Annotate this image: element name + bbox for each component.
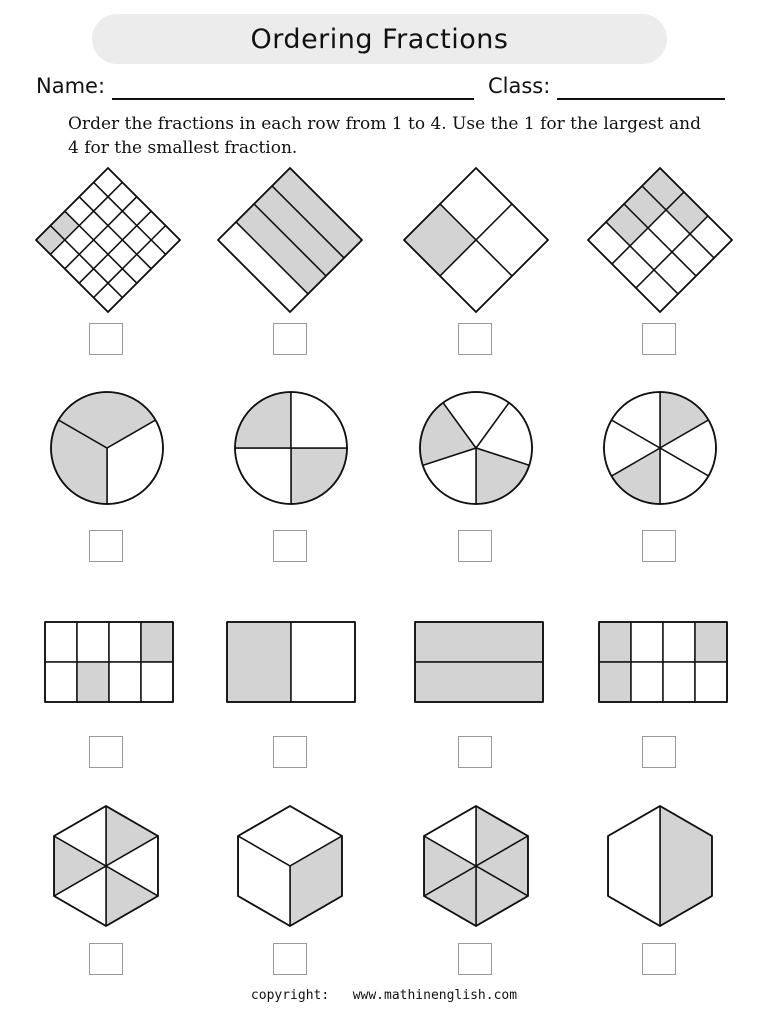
name-label: Name: — [36, 74, 106, 98]
footer — [0, 988, 768, 1003]
answer-box-row3-col1[interactable] — [89, 736, 123, 768]
answer-box-row4-col2[interactable] — [273, 943, 307, 975]
rect-eighths-cell — [141, 662, 173, 702]
answer-box-row2-col4[interactable] — [642, 530, 676, 562]
rect-halves-v-cell — [291, 622, 355, 702]
answer-box-row1-col3[interactable] — [458, 323, 492, 355]
rect-eighths-cell — [141, 622, 173, 662]
answer-box-row4-col3[interactable] — [458, 943, 492, 975]
rect-eighths-b-cell — [695, 622, 727, 662]
answer-box-row4-col4[interactable] — [642, 943, 676, 975]
answer-box-row2-col1[interactable] — [89, 530, 123, 562]
rect-eighths-b-cell — [631, 662, 663, 702]
website-url: www.mathinenglish.com — [352, 988, 518, 1003]
hexagon-halves-half — [608, 806, 660, 926]
rect-halves-h-cell — [415, 622, 543, 662]
answer-box-row3-col3[interactable] — [458, 736, 492, 768]
answer-box-row4-col1[interactable] — [89, 943, 123, 975]
rect-eighths-b-cell — [663, 622, 695, 662]
rect-eighths-b-cell — [631, 622, 663, 662]
rect-eighths-b-cell — [663, 662, 695, 702]
answer-box-row1-col1[interactable] — [89, 323, 123, 355]
answer-box-row3-col4[interactable] — [642, 736, 676, 768]
rect-eighths-b-cell — [599, 662, 631, 702]
rect-eighths-b-cell — [695, 662, 727, 702]
hexagon-halves-half — [660, 806, 712, 926]
instructions-text: Order the fractions in each row from 1 to 4. Use the 1 for the largest and 4 for the smallest fraction. — [68, 114, 701, 158]
answer-box-row2-col3[interactable] — [458, 530, 492, 562]
answer-box-row1-col4[interactable] — [642, 323, 676, 355]
page-title: Ordering Fractions — [250, 23, 509, 55]
rect-eighths-cell — [77, 662, 109, 702]
rect-eighths-cell — [45, 662, 77, 702]
rect-halves-v-cell — [227, 622, 291, 702]
copyright-label: copyright: — [250, 988, 330, 1003]
answer-box-row2-col2[interactable] — [273, 530, 307, 562]
answer-box-row1-col2[interactable] — [273, 323, 307, 355]
answer-box-row3-col2[interactable] — [273, 736, 307, 768]
rect-eighths-cell — [109, 662, 141, 702]
class-label: Class: — [488, 74, 551, 98]
rect-eighths-b-cell — [599, 622, 631, 662]
rect-eighths-cell — [109, 622, 141, 662]
rect-halves-h-cell — [415, 662, 543, 702]
rect-eighths-cell — [45, 622, 77, 662]
rect-eighths-cell — [77, 622, 109, 662]
